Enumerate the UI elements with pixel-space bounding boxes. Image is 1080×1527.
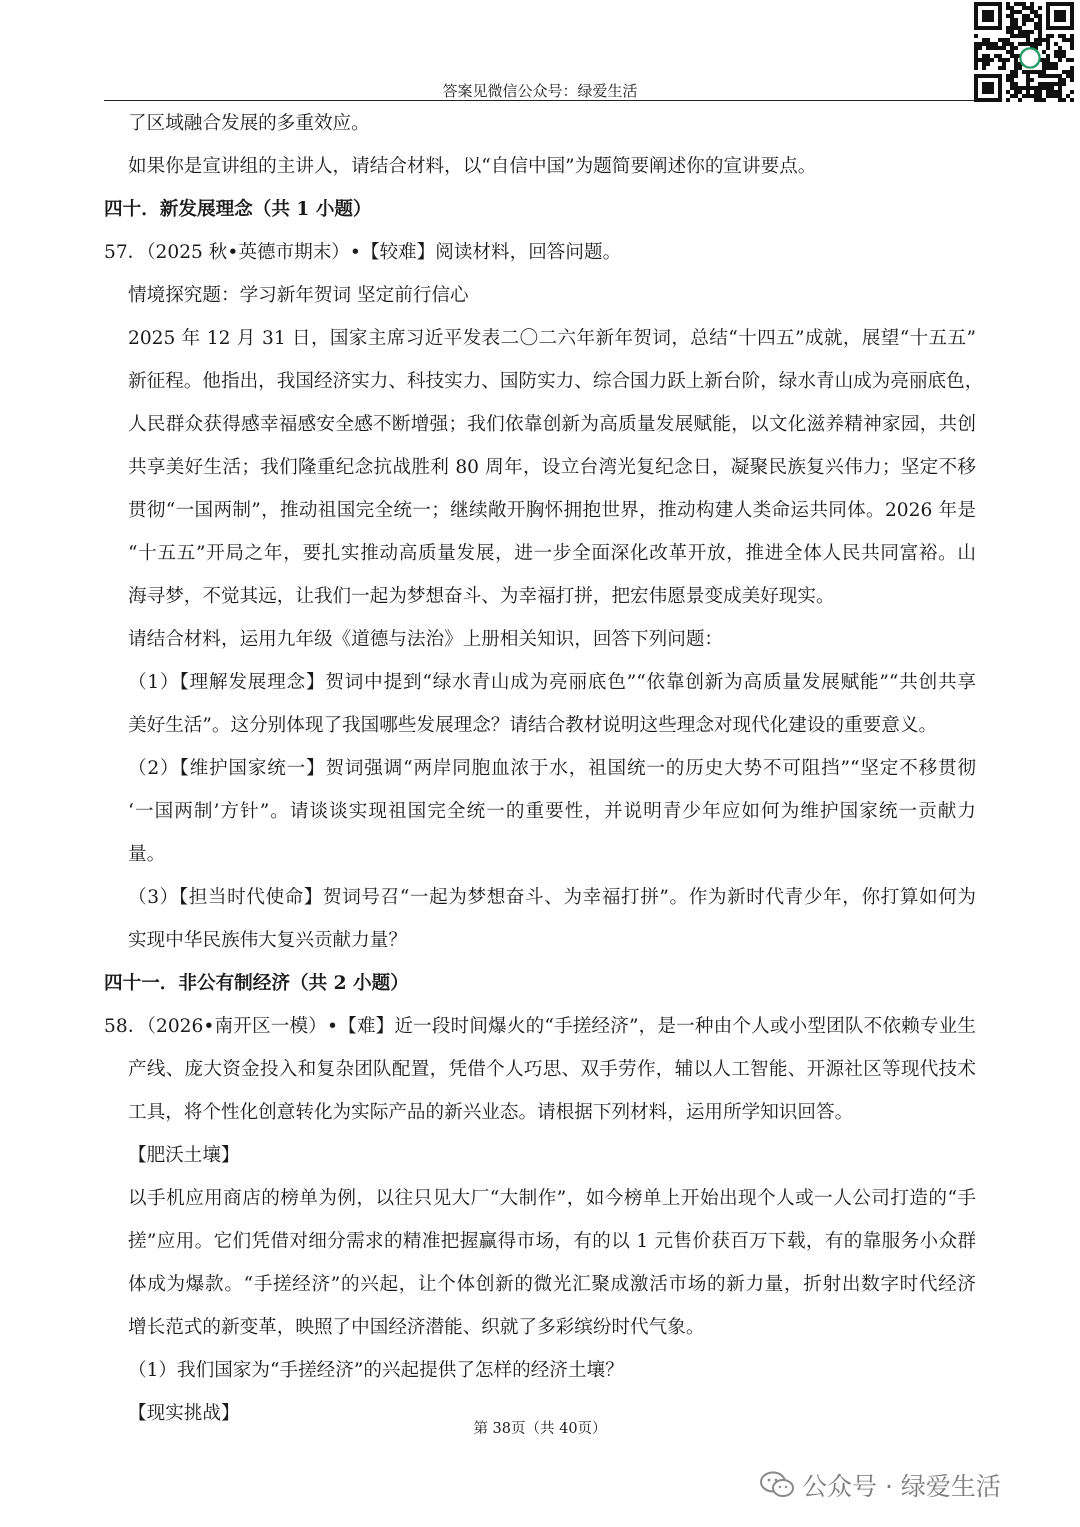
text-line: 美好生活”。这分别体现了我国哪些发展理念？请结合教材说明这些理念对现代化建设的重要意义。 <box>128 715 938 736</box>
page-number: 第 38页（共 40页） <box>473 1421 607 1437</box>
text-line: 新征程。他指出，我国经济实力、科技实力、国防实力、综合国力跃上新台阶，绿水青山成为亮丽底色， <box>128 371 984 392</box>
text-line: 情境探究题：学习新年贺词 坚定前行信心 <box>128 285 469 306</box>
text-line: 海寻梦，不觉其远，让我们一起为梦想奋斗、为幸福打拼，把宏伟愿景变成美好现实。 <box>128 586 835 607</box>
question-stem: 57．（2025 秋•英德市期末）•【较难】阅读材料，回答问题。 <box>104 242 622 263</box>
account-watermark <box>760 1467 1060 1503</box>
text-line: “十五五”开局之年，要扎实推动高质量发展，进一步全面深化改革开放，推进全体人民共同富裕。山 <box>128 543 976 564</box>
section-heading: 四十．新发展理念（共 1 小题） <box>104 199 372 220</box>
text-line: 搓”应用。它们凭借对细分需求的精准把握赢得市场，有的以 1 元售价获百万下载，有的靠服务小众群 <box>128 1231 976 1252</box>
text-line: 以手机应用商店的榜单为例，以往只见大厂“大制作”，如今榜单上开始出现个人或一人公司打造的“手 <box>128 1188 976 1209</box>
text-line: 贯彻“一国两制”，推动祖国完全统一；继续敞开胸怀拥抱世界，推动构建人类命运共同体。2026 年是 <box>128 500 976 521</box>
material-heading: 【肥沃土壤】 <box>128 1145 240 1166</box>
page-header-text: 答案见微信公众号：绿爱生活 <box>442 82 638 100</box>
wechat-icon <box>760 1471 794 1499</box>
material-heading: 【现实挑战】 <box>128 1403 240 1424</box>
text-line: 量。 <box>128 844 166 865</box>
question-stem: 58．（2026•南开区一模）•【难】近一段时间爆火的“手搓经济”，是一种由个人或小型团队不依赖专业生 <box>104 1016 976 1037</box>
text-line: 人民群众获得感幸福感安全感不断增强；我们依靠创新为高质量发展赋能，以文化滋养精神家园，共创 <box>128 414 976 435</box>
text-line: 工具，将个性化创意转化为实际产品的新兴业态。请根据下列材料，运用所学知识回答。 <box>128 1102 854 1123</box>
text-line: 体成为爆款。“手搓经济”的兴起，让个体创新的微光汇聚成激活市场的新力量，折射出数字时代经济 <box>128 1274 976 1295</box>
text-line: 增长范式的新变革，映照了中国经济潜能、织就了多彩缤纷时代气象。 <box>128 1317 705 1338</box>
text-line: 产线、庞大资金投入和复杂团队配置，凭借个人巧思、双手劳作，辅以人工智能、开源社区等现代技术 <box>128 1059 976 1080</box>
sub-question: （1）我们国家为“手搓经济”的兴起提供了怎样的经济土壤？ <box>128 1360 624 1381</box>
text-line: ‘一国两制’方针”。请谈谈实现祖国完全统一的重要性，并说明青少年应如何为维护国家统一贡献力 <box>128 801 976 822</box>
text-line: 如果你是宣讲组的主讲人，请结合材料，以“自信中国”为题简要阐述你的宣讲要点。 <box>128 156 817 177</box>
text-line: 共享美好生活；我们隆重纪念抗战胜利 80 周年，设立台湾光复纪念日，凝聚民族复兴伟力；坚定不移 <box>128 457 976 478</box>
text-line: 请结合材料，运用九年级《道德与法治》上册相关知识，回答下列问题： <box>128 629 724 650</box>
text-line: 实现中华民族伟大复兴贡献力量？ <box>128 930 407 951</box>
section-heading: 四十一．非公有制经济（共 2 小题） <box>104 973 409 994</box>
watermark-text: 公众号 · 绿爱生活 <box>802 1472 1001 1501</box>
sub-question: （2）【维护国家统一】贺词强调“两岸同胞血浓于水，祖国统一的历史大势不可阻挡”“坚定不移贯彻 <box>128 758 976 779</box>
text-line: 2025 年 12 月 31 日，国家主席习近平发表二〇二六年新年贺词，总结“十四五”成就，展望“十五五” <box>128 328 976 349</box>
sub-question: （3）【担当时代使命】贺词号召“一起为梦想奋斗、为幸福打拼”。作为新时代青少年，你打算如何为 <box>128 887 976 908</box>
text-line: 了区域融合发展的多重效应。 <box>128 113 370 134</box>
header-divider <box>104 100 974 101</box>
sub-question: （1）【理解发展理念】贺词中提到“绿水青山成为亮丽底色”“依靠创新为高质量发展赋能”“共创共享 <box>128 672 976 693</box>
